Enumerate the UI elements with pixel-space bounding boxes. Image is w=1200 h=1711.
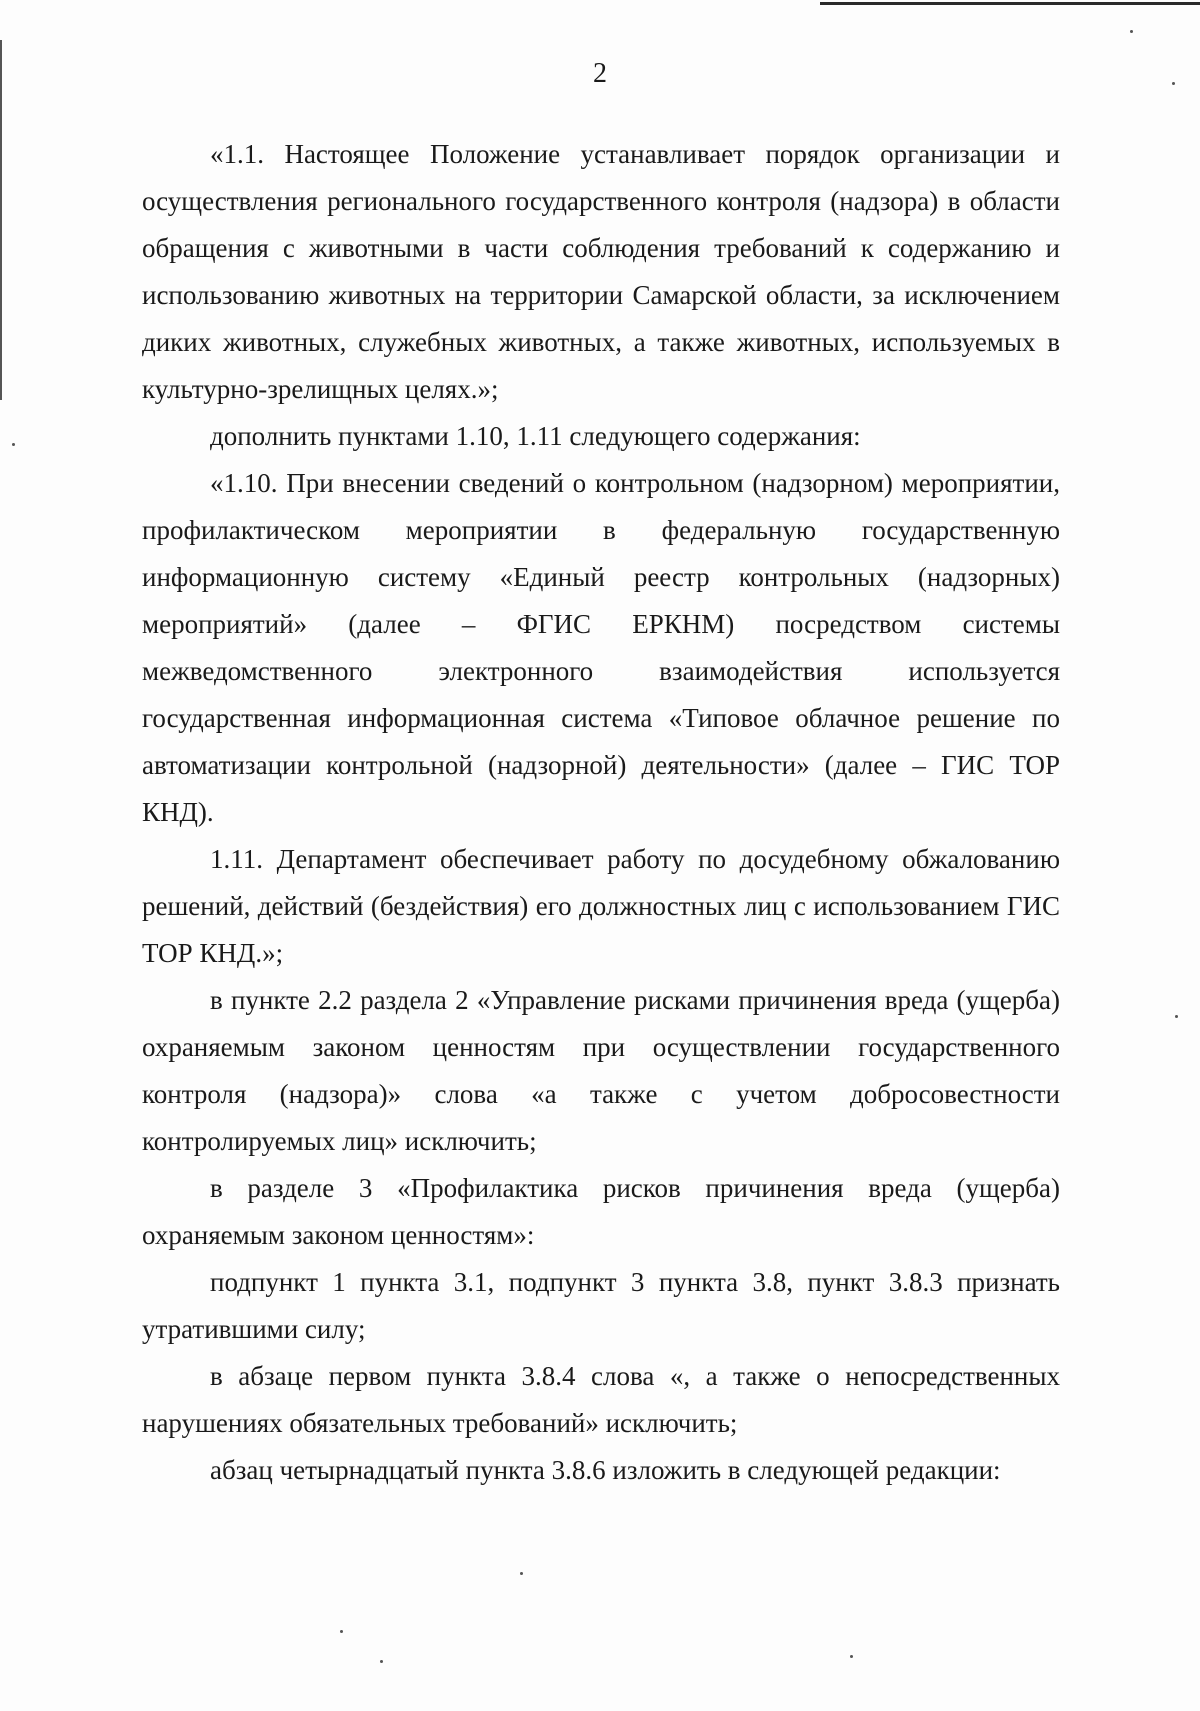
paragraph-2-2: в пункте 2.2 раздела 2 «Управление рисками причинения вреда (ущерба) охраняемым законом ценностям при осуществлении государственного контроля (надзора)» слова «а также с учетом добросовестности контролируемых лиц» исключить;: [142, 985, 1060, 1156]
top-border-line: [820, 2, 1200, 5]
paragraph-supplement: дополнить пунктами 1.10, 1.11 следующего содержания:: [210, 421, 861, 451]
scan-speck: [380, 1660, 383, 1663]
paragraph-section-3: в разделе 3 «Профилактика рисков причинения вреда (ущерба) охраняемым законом ценностям»:: [142, 1173, 1060, 1250]
paragraph-1-10: «1.10. При внесении сведений о контрольном (надзорном) мероприятии, профилактическом мероприятии в федеральную государственную информационную систему «Единый реестр контрольных (надзорных) мероприятий» (далее – ФГИС ЕРКНМ) посредством системы межведомственного электронного взаимодействия используется государственная информационная система «Типовое облачное решение по автоматизации контрольной (надзорной) деятельности» (далее – ГИС ТОР КНД).: [142, 468, 1060, 827]
scan-speck: [12, 443, 15, 446]
scan-speck: [1130, 30, 1133, 33]
scan-speck: [1172, 82, 1175, 85]
left-border-line: [0, 40, 2, 400]
paragraph-3-8-6: абзац четырнадцатый пункта 3.8.6 изложить в следующей редакции:: [210, 1455, 1001, 1485]
paragraph-1-11: 1.11. Департамент обеспечивает работу по досудебному обжалованию решений, действий (бездействия) его должностных лиц с использованием ГИС ТОР КНД.»;: [142, 844, 1060, 968]
scan-speck: [520, 1572, 523, 1575]
scan-speck: [1175, 1015, 1178, 1018]
document-body: [142, 131, 1060, 1494]
paragraph-3-8-4: в абзаце первом пункта 3.8.4 слова «, а также о непосредственных нарушениях обязательных требований» исключить;: [142, 1361, 1060, 1438]
paragraph-3-1: подпункт 1 пункта 3.1, подпункт 3 пункта 3.8, пункт 3.8.3 признать утратившими силу;: [142, 1267, 1060, 1344]
page-number: 2: [593, 58, 607, 89]
paragraph-1-1: «1.1. Настоящее Положение устанавливает порядок организации и осуществления регионального государственного контроля (надзора) в области обращения с животными в части соблюдения требований к содержанию и использованию животных на территории Самарской области, за исключением диких животных, служебных животных, а также животных, используемых в культурно-зрелищных целях.»;: [142, 139, 1060, 404]
scan-speck: [340, 1630, 343, 1633]
scan-speck: [850, 1655, 853, 1658]
